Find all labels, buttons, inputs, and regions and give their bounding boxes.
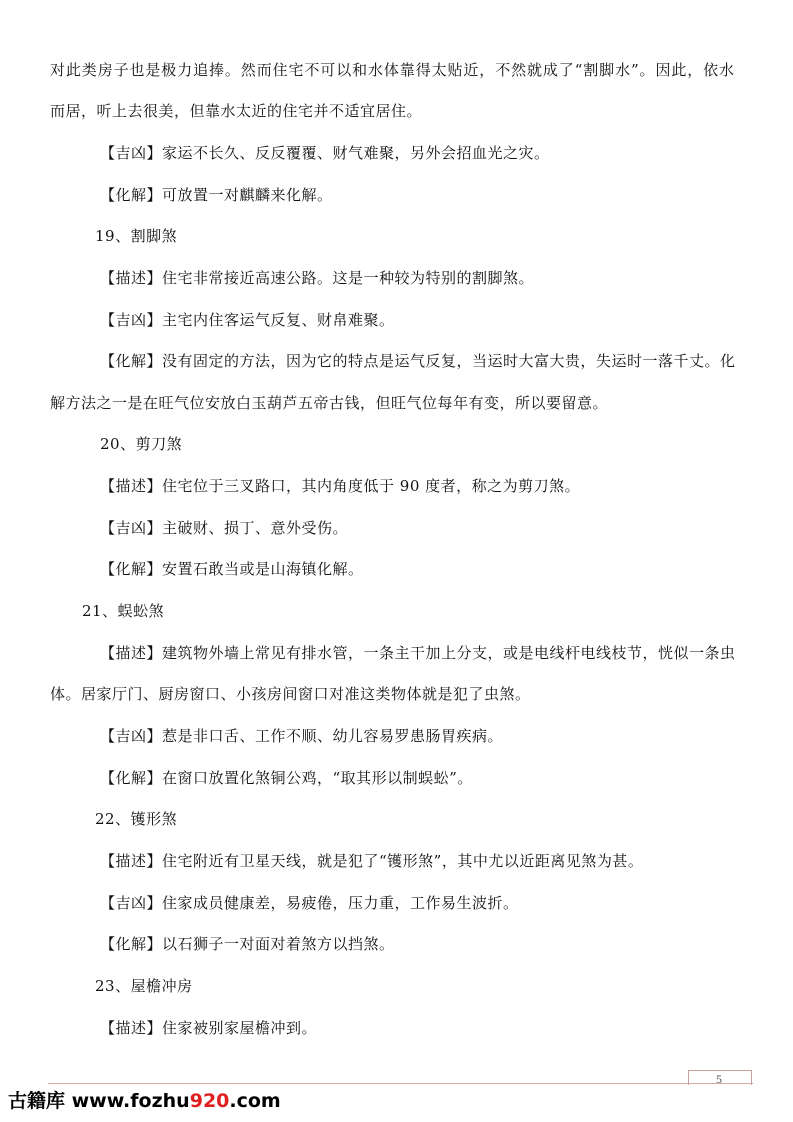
site-watermark	[8, 1088, 281, 1114]
paragraph-line: 【描述】住宅位于三叉路口，其内角度低于 90 度者，称之为剪刀煞。	[100, 477, 581, 495]
paragraph-line: 而居，听上去很美，但靠水太近的住宅并不适宜居住。	[50, 102, 423, 120]
paragraph-line: 【吉凶】主宅内住客运气反复、财帛难聚。	[100, 311, 395, 329]
paragraph-line: 【描述】住家被别家屋檐冲到。	[100, 1019, 318, 1037]
page-number: 5	[716, 1072, 722, 1086]
paragraph-line: 解方法之一是在旺气位安放白玉葫芦五帝古钱，但旺气位每年有变，所以要留意。	[50, 394, 609, 412]
paragraph-line: 【描述】住宅附近有卫星天线，就是犯了“镬形煞”，其中尤以近距离见煞为甚。	[100, 852, 644, 870]
paragraph-line: 【吉凶】家运不长久、反反覆覆、财气难聚，另外会招血光之灾。	[100, 144, 550, 162]
section-heading: 20、剪刀煞	[100, 435, 183, 453]
section-heading: 22、镬形煞	[95, 810, 178, 828]
watermark-prefix: 古籍库 www.fozhu	[8, 1090, 190, 1112]
section-heading: 21、蜈蚣煞	[82, 602, 165, 620]
paragraph-line: 【吉凶】惹是非口舌、工作不顺、幼儿容易罗患肠胃疾病。	[100, 727, 504, 745]
paragraph-line: 【吉凶】主破财、损丁、意外受伤。	[100, 519, 349, 537]
paragraph-line: 【化解】可放置一对麒麟来化解。	[100, 186, 333, 204]
paragraph-line: 【描述】建筑物外墙上常见有排水管，一条主干加上分支，或是电线杆电线枝节，恍似一条虫	[100, 644, 736, 662]
watermark-suffix: .com	[229, 1090, 281, 1112]
paragraph-line: 对此类房子也是极力追捧。然而住宅不可以和水体靠得太贴近，不然就成了“割脚水”。因此，依水	[50, 61, 735, 79]
section-heading: 23、屋檐冲房	[95, 977, 193, 995]
section-heading: 19、割脚煞	[95, 227, 178, 245]
watermark-red-digits: 920	[189, 1090, 230, 1112]
paragraph-line: 【化解】安置石敢当或是山海镇化解。	[100, 560, 364, 578]
footer-divider	[48, 1083, 753, 1084]
paragraph-line: 【化解】以石狮子一对面对着煞方以挡煞。	[100, 935, 395, 953]
paragraph-line: 【吉凶】住家成员健康差，易疲倦，压力重，工作易生波折。	[100, 894, 519, 912]
paragraph-line: 体。居家厅门、厨房窗口、小孩房间窗口对准这类物体就是犯了虫煞。	[50, 685, 531, 703]
paragraph-line: 【化解】在窗口放置化煞铜公鸡，“取其形以制蜈蚣”。	[100, 769, 473, 787]
paragraph-line: 【化解】没有固定的方法，因为它的特点是运气反复，当运时大富大贵，失运时一落千丈。化	[100, 352, 736, 370]
paragraph-line: 【描述】住宅非常接近高速公路。这是一种较为特别的割脚煞。	[100, 269, 535, 287]
